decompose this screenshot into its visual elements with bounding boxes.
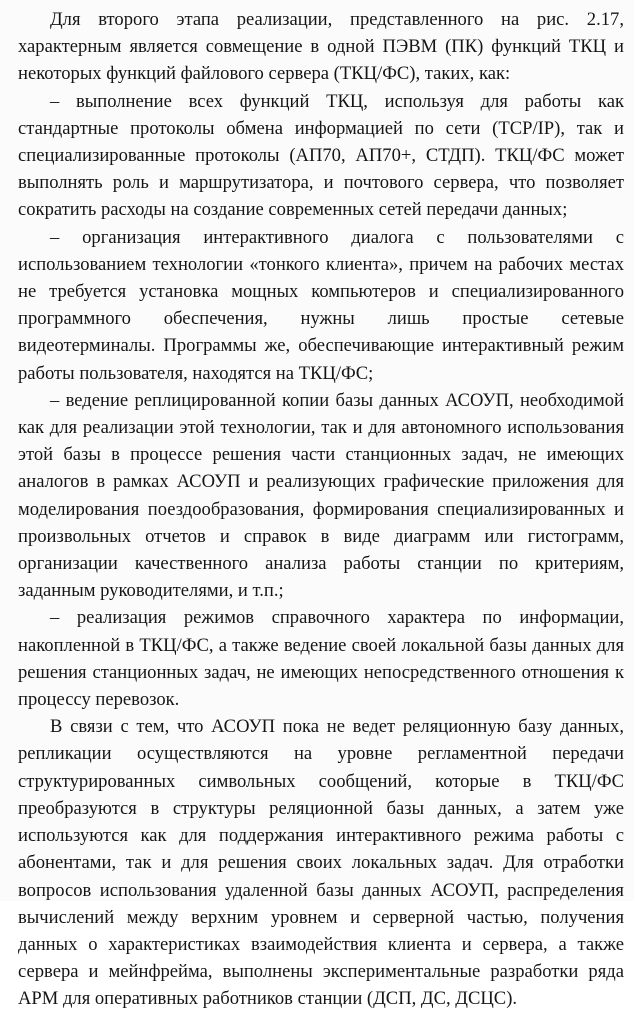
body-text xyxy=(18,6,624,1013)
list-item-tkc-functions: – выполнение всех функций ТКЦ, используя для работы как стандартные протоколы обмена информацией по сети (TCP/IP), так и специализированные протоколы (АП70, АП70+, СТДП). ТКЦ/ФС может выполнять роль и маршрутизатора, и почтового сервера, что позволяет сократить расходы на создание современных сетей передачи данных; xyxy=(18,90,624,221)
list-item-replicated-database: – ведение реплицированной копии базы данных АСОУП, необходимой как для реализации этой технологии, так и для автономного использования этой базы в процессе решения части станционных задач, не имеющих аналогов в рамках АСОУП и реализующих графические приложения для моделирования поездообразования, формирования специализированных и произвольных отчетов и справок в виде диаграмм или гистограмм, организации качественного анализа работы станции по критериям, заданным руководителями, и т.п.; xyxy=(18,389,624,602)
paragraph-replication: В связи с тем, что АСОУП пока не ведет реляционную базу данных, репликации осуществляются на уровне регламентной передачи структурированных символьных сообщений, которые в ТКЦ/ФС преобразуются в структуры реляционной базы данных, а затем уже используются как для поддержания интерактивного режима работы с абонентами, так и для решения своих локальных задач. Для отработки вопросов использования удаленной базы данных АСОУП, распределения вычислений между верхним уровнем и серверной частью, получения данных о характеристиках взаимодействия клиента и сервера, а также сервера и мейнфрейма, выполнены экспериментальные разработки ряда АРМ для оперативных работников станции (ДСП, ДС, ДСЦС). xyxy=(18,716,624,1010)
list-item-interactive-dialog: – организация интерактивного диалога с пользователями с использованием технологии «тонкого клиента», причем на рабочих местах не требуется установка мощных компьютеров и специализированного программного обеспечения, нужны лишь простые сетевые видеотерминалы. Программы же, обеспечивающие интерактивный режим работы пользователя, находятся на ТКЦ/ФС; xyxy=(18,226,624,384)
paragraph-intro: Для второго этапа реализации, представленного на рис. 2.17, характерным является совмещение в одной ПЭВМ (ПК) функций ТКЦ и некоторых функций файлового сервера (ТКЦ/ФС), таких, как: xyxy=(18,9,624,85)
list-item-reference-mode: – реализация режимов справочного характера по информации, накопленной в ТКЦ/ФС, а также ведение своей локальной базы данных для решения станционных задач, не имеющих непосредственного отношения к процессу перевозок. xyxy=(18,607,624,711)
